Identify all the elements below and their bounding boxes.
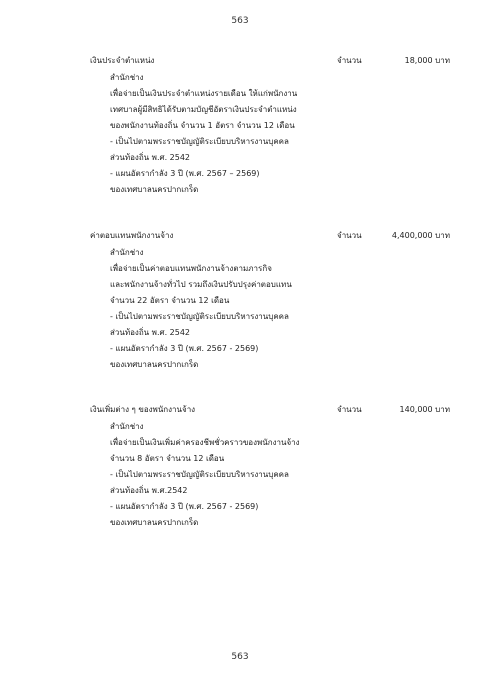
budget-item-position-allowance: [90, 54, 450, 198]
item-description: [110, 245, 450, 373]
item-amount: 4,400,000 บาท: [391, 231, 450, 240]
description-line: - เป็นไปตามพระราชบัญญัติระเบียบบริหารงานบุคคล: [110, 312, 289, 321]
description-line: - เป็นไปตามพระราชบัญญัติระเบียบบริหารงานบุคคล: [110, 137, 289, 146]
description-line: เทศบาลผู้มีสิทธิได้รับตามบัญชีอัตราเงินประจำตำแหน่ง: [110, 105, 297, 114]
item-quantity-label: จำนวน: [337, 56, 362, 65]
description-line: เพื่อจ่ายเป็นค่าตอบแทนพนักงานจ้างตามภารกิจ: [110, 264, 272, 273]
item-title: ค่าตอบแทนพนักงานจ้าง: [90, 231, 174, 240]
item-description: [110, 70, 450, 198]
budget-item-employee-allowances: [90, 403, 450, 531]
item-quantity-label: จำนวน: [337, 231, 362, 240]
item-header: [90, 54, 450, 68]
description-line: ของเทศบาลนครปากเกร็ด: [110, 518, 199, 527]
description-line: ส่วนท้องถิ่น พ.ศ.2542: [110, 486, 188, 495]
item-amount: 18,000 บาท: [404, 56, 450, 65]
item-amount: 140,000 บาท: [399, 405, 450, 414]
description-line: สำนักช่าง: [110, 248, 144, 257]
description-line: ของเทศบาลนครปากเกร็ด: [110, 185, 199, 194]
description-line: ของเทศบาลนครปากเกร็ด: [110, 360, 199, 369]
item-description: [110, 419, 450, 531]
description-line: ของพนักงานท้องถิ่น จำนวน 1 อัตรา จำนวน 12 เดือน: [110, 121, 295, 130]
description-line: - แผนอัตรากำลัง 3 ปี (พ.ศ. 2567 – 2569): [110, 169, 260, 178]
description-line: จำนวน 22 อัตรา จำนวน 12 เดือน: [110, 296, 230, 305]
description-line: ส่วนท้องถิ่น พ.ศ. 2542: [110, 328, 191, 337]
description-line: ส่วนท้องถิ่น พ.ศ. 2542: [110, 153, 191, 162]
description-line: - แผนอัตรากำลัง 3 ปี (พ.ศ. 2567 - 2569): [110, 502, 259, 511]
page-number-bottom: 563: [231, 652, 249, 662]
budget-item-employee-compensation: [90, 229, 450, 373]
item-header: [90, 229, 450, 243]
description-line: - แผนอัตรากำลัง 3 ปี (พ.ศ. 2567 - 2569): [110, 344, 259, 353]
description-line: เพื่อจ่ายเป็นเงินเพิ่มค่าครองชีพชั่วคราวของพนักงานจ้าง: [110, 438, 300, 447]
description-line: จำนวน 8 อัตรา จำนวน 12 เดือน: [110, 454, 225, 463]
description-line: เพื่อจ่ายเป็นเงินประจำตำแหน่งรายเดือน ให้แก่พนักงาน: [110, 89, 298, 98]
description-line: - เป็นไปตามพระราชบัญญัติระเบียบบริหารงานบุคคล: [110, 470, 289, 479]
description-line: และพนักงานจ้างทั่วไป รวมถึงเงินปรับปรุงค่าตอบแทน: [110, 280, 292, 289]
item-title: เงินเพิ่มต่าง ๆ ของพนักงานจ้าง: [90, 405, 196, 414]
item-title: เงินประจำตำแหน่ง: [90, 56, 155, 65]
description-line: สำนักช่าง: [110, 73, 144, 82]
item-header: [90, 403, 450, 417]
page-number-top: 563: [231, 16, 249, 26]
description-line: สำนักช่าง: [110, 422, 144, 431]
item-quantity-label: จำนวน: [337, 405, 362, 414]
